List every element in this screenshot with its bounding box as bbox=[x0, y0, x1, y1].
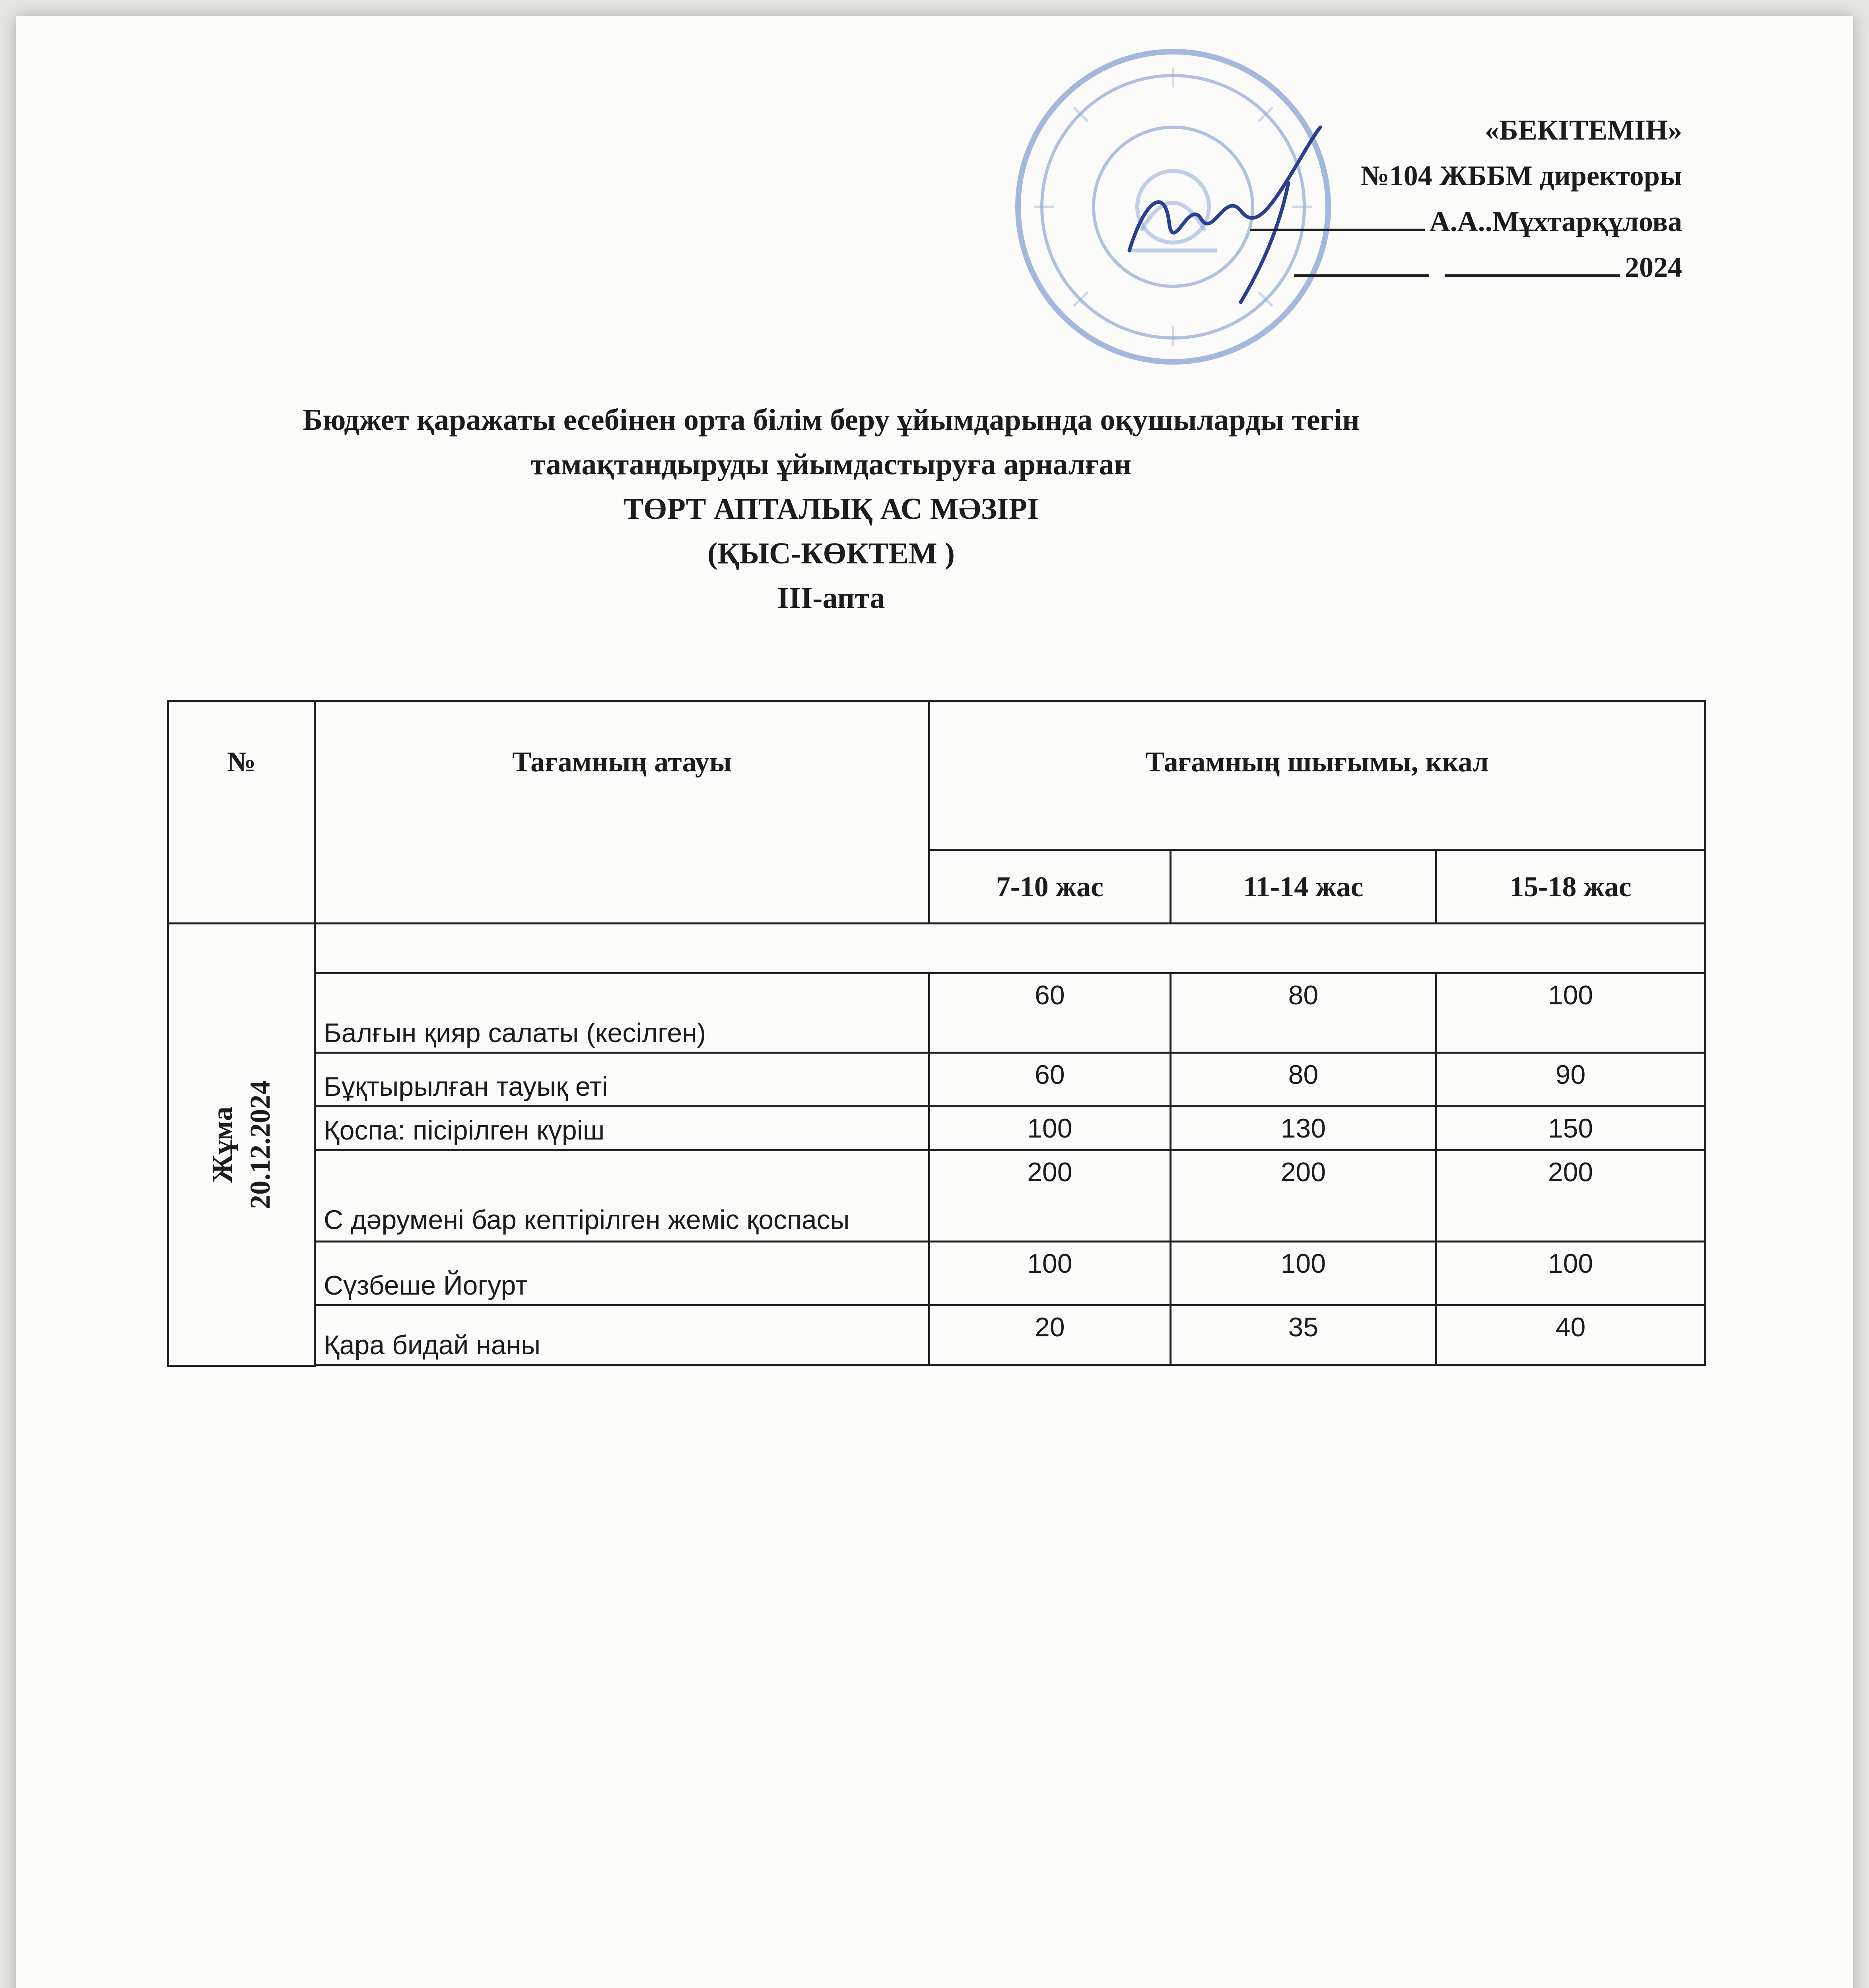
value-15-18: 90 bbox=[1436, 1053, 1705, 1107]
day-weekday: Жұма bbox=[206, 1106, 238, 1183]
value-15-18: 40 bbox=[1436, 1305, 1705, 1365]
header-number: № bbox=[168, 701, 315, 924]
signature-line bbox=[1250, 205, 1425, 231]
value-15-18: 200 bbox=[1436, 1150, 1705, 1242]
header-age-11-14: 11-14 жас bbox=[1170, 850, 1436, 924]
document-title bbox=[175, 398, 1487, 620]
value-11-14: 130 bbox=[1170, 1107, 1436, 1150]
value-11-14: 80 bbox=[1170, 1053, 1436, 1107]
table-row bbox=[168, 1305, 1705, 1365]
approval-name: А.А..Мұхтарқұлова bbox=[1429, 206, 1682, 237]
title-line-5: III-апта bbox=[777, 581, 885, 615]
approval-heading: «БЕКІТЕМІН» bbox=[1485, 114, 1682, 146]
table-row bbox=[168, 1107, 1705, 1150]
dish-name: Қоспа: пісірілген күріш bbox=[315, 1107, 929, 1150]
dish-name: Қара бидай наны bbox=[315, 1305, 929, 1365]
table-row bbox=[168, 973, 1705, 1053]
value-7-10: 20 bbox=[929, 1305, 1171, 1365]
title-line-4: (ҚЫС-КӨКТЕМ ) bbox=[707, 537, 955, 570]
date-line bbox=[1294, 250, 1429, 277]
title-line-3: ТӨРТ АПТАЛЫҚ АС МӘЗІРІ bbox=[623, 492, 1039, 526]
dish-name: Сүзбеше Йогурт bbox=[315, 1242, 929, 1305]
approval-year: 2024 bbox=[1625, 251, 1682, 283]
value-11-14: 100 bbox=[1170, 1242, 1436, 1305]
value-15-18: 150 bbox=[1436, 1107, 1705, 1150]
approval-block bbox=[1250, 107, 1682, 290]
value-15-18: 100 bbox=[1436, 1242, 1705, 1305]
table-row bbox=[168, 1242, 1705, 1305]
value-11-14: 200 bbox=[1170, 1150, 1436, 1242]
value-15-18: 100 bbox=[1436, 973, 1705, 1053]
blank-row bbox=[315, 924, 1705, 973]
value-7-10: 60 bbox=[929, 973, 1171, 1053]
day-cell bbox=[168, 924, 315, 1366]
value-7-10: 100 bbox=[929, 1107, 1171, 1150]
dish-name: Бұқтырылған тауық еті bbox=[315, 1053, 929, 1107]
dish-name: С дәрумені бар кептірілген жеміс қоспасы bbox=[315, 1150, 929, 1242]
header-dish-name: Тағамның атауы bbox=[315, 701, 929, 924]
day-label bbox=[204, 1080, 279, 1209]
table-row bbox=[168, 1150, 1705, 1242]
day-date: 20.12.2024 bbox=[244, 1080, 276, 1209]
menu-table bbox=[167, 700, 1706, 1367]
header-age-7-10: 7-10 жас bbox=[929, 850, 1171, 924]
value-11-14: 80 bbox=[1170, 973, 1436, 1053]
title-line-1: Бюджет қаражаты есебінен орта білім беру ұйымдарында оқушыларды тегін bbox=[303, 403, 1360, 437]
value-11-14: 35 bbox=[1170, 1305, 1436, 1365]
value-7-10: 200 bbox=[929, 1150, 1171, 1242]
date-line bbox=[1445, 250, 1620, 277]
header-yield: Тағамның шығымы, ккал bbox=[929, 701, 1705, 850]
value-7-10: 60 bbox=[929, 1053, 1171, 1107]
document-page bbox=[16, 16, 1853, 1988]
approval-position: №104 ЖББМ директоры bbox=[1360, 160, 1682, 192]
dish-name: Балғын қияр салаты (кесілген) bbox=[315, 973, 929, 1053]
header-age-15-18: 15-18 жас bbox=[1436, 850, 1705, 924]
value-7-10: 100 bbox=[929, 1242, 1171, 1305]
table-row bbox=[168, 1053, 1705, 1107]
title-line-2: тамақтандыруды ұйымдастыруға арналған bbox=[530, 448, 1132, 481]
